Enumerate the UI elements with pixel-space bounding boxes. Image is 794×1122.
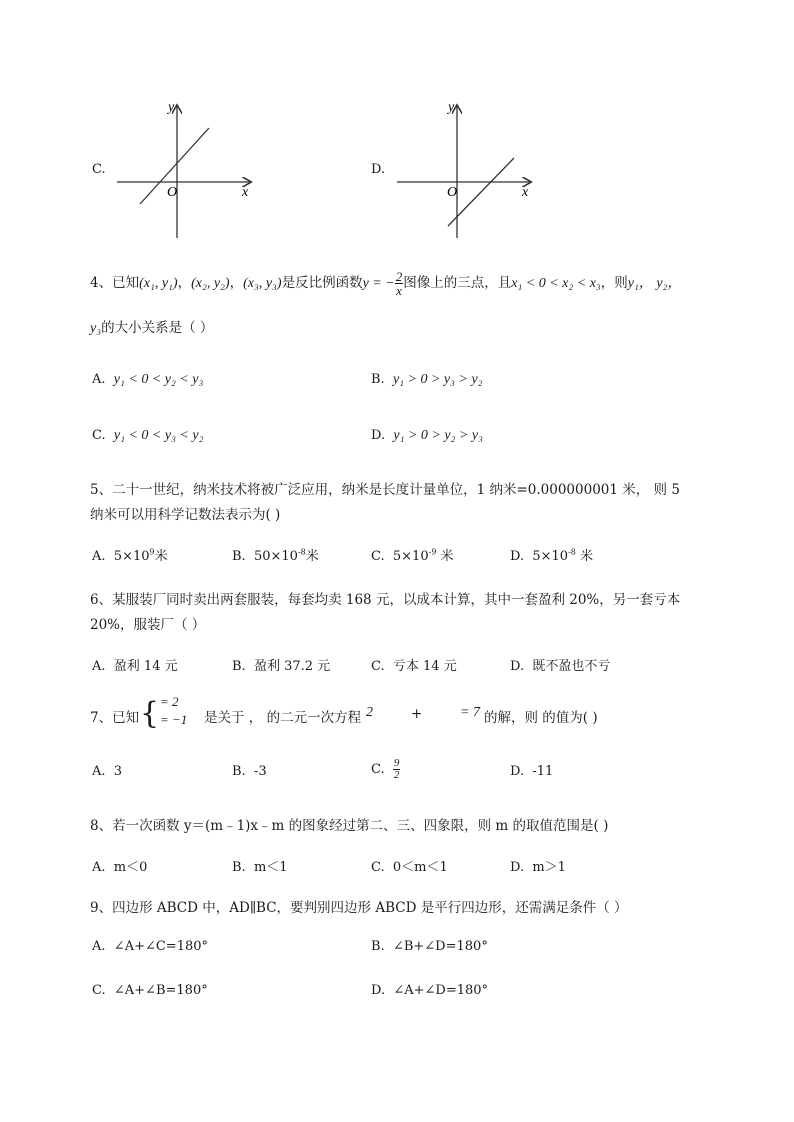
option-label: A. [92,939,106,954]
fraction-num: 9 [393,757,400,769]
option-label: C. [371,762,385,777]
q4-option-c[interactable] [92,428,203,444]
option-text: ∠B+∠D=180° [392,939,488,954]
option-exponent: 9 [149,547,155,557]
option-text: 盈利 37.2 元 [253,659,331,674]
q5-option-a[interactable] [92,545,168,564]
q8-option-c[interactable] [371,856,448,875]
q7-eq-plus: + [411,706,423,722]
q5-option-c[interactable] [371,545,454,564]
option-label: C. [371,549,385,564]
graph-d [392,98,542,243]
option-text: -3 [253,764,267,779]
option-label: C. [92,983,106,998]
fraction-den: 2 [393,769,400,781]
q7-option-b[interactable] [232,764,267,779]
q7-tail: 的解，则 的值为( ) [484,710,598,726]
graph-option-d-label: D. [371,162,386,177]
option-text: 既不盈也不亏 [532,659,611,674]
q4-option-d[interactable] [371,428,483,444]
q7-eq-rhs: = 7 [460,705,480,720]
option-text: m＜0 [113,860,148,875]
option-label: D. [510,549,525,564]
q7-option-d[interactable] [510,764,553,779]
q4-point-3: (x₃, y₃) [243,276,282,291]
option-label: A. [92,860,106,875]
option-text: 3 [113,764,123,779]
q6-option-d[interactable] [510,655,610,674]
origin-label: O [167,185,178,200]
q4-sep-2: ， [229,275,244,291]
option-label: D. [371,428,386,443]
q7-prefix: 7、已知 [90,710,140,726]
q7-brace: { [140,696,160,731]
option-text: m＜1 [253,860,288,875]
option-label: C. [92,428,106,443]
option-text: 盈利 14 元 [113,659,178,674]
option-text: ∠A+∠C=180° [113,939,209,954]
q4-sep-1: ， [177,275,192,291]
option-label: C. [371,860,385,875]
option-label: A. [92,549,106,564]
option-expr: y₁ < 0 < y₃ < y₂ [113,428,204,443]
q7-option-c[interactable] [371,758,400,781]
option-label: D. [510,764,525,779]
q4-tail: ，则 [600,275,628,291]
q4-point-2: (x₂, y₂) [191,276,230,291]
q4-fraction-den: x [396,283,402,298]
option-unit: 米 [436,549,454,564]
graph-option-c-label: C. [92,162,106,177]
y-axis-label: y [168,100,175,115]
q8-option-a[interactable] [92,856,147,875]
q9-option-b[interactable] [371,939,488,954]
q6-option-a[interactable] [92,655,178,674]
option-text: m＞1 [532,860,566,875]
option-unit: 米 [305,549,319,564]
q9-option-d[interactable] [371,983,488,998]
option-text: 0＜m＜1 [392,860,448,875]
option-label: B. [232,549,246,564]
q4-fraction [395,270,404,297]
graph-line [448,158,514,226]
option-fraction [393,758,401,781]
option-expr: y₁ < 0 < y₂ < y₃ [113,372,204,387]
question-9: 9、四边形 ABCD 中，AD∥BC，要判别四边形 ABCD 是平行四边形，还需满足条件（ ） [90,900,628,916]
option-base: 5×10 [532,549,569,564]
q6-option-c[interactable] [371,655,457,674]
option-text: -11 [532,764,554,779]
option-unit: 米 [575,549,594,564]
q9-option-a[interactable] [92,939,208,954]
option-label: A. [92,659,106,674]
option-text: ∠A+∠D=180° [393,983,489,998]
q4-y3: y₃ [90,321,102,336]
q4-prefix: 4、已知 [90,275,140,291]
q4-fraction-num: 2 [395,269,403,284]
q4-option-b[interactable] [371,372,483,388]
q5-option-b[interactable] [232,545,319,564]
x-axis-label: x [522,185,529,200]
graph-c [112,98,262,243]
option-label: B. [232,764,246,779]
origin-label: O [447,185,458,200]
option-label: D. [371,983,386,998]
question-4-stem [90,268,681,299]
option-text: 亏本 14 元 [392,659,457,674]
option-text: ∠A+∠B=180° [113,983,208,998]
q7-option-a[interactable] [92,764,122,779]
q4-mid: 是反比例函数 [281,275,363,291]
q8-option-d[interactable] [510,856,566,875]
option-base: 50×10 [253,549,298,564]
option-base: 5×10 [113,549,150,564]
q7-system-eq-1: = 2 [160,694,179,709]
option-label: B. [232,860,246,875]
question-6-line-1: 6、某服装厂同时卖出两套服装，每套均卖 168 元，以成本计算，其中一套盈利 20%，另一套亏本 [90,592,681,608]
option-label: C. [371,659,385,674]
x-axis-label: x [242,185,249,200]
q8-option-b[interactable] [232,856,288,875]
option-label: B. [371,372,385,387]
q4-point-1: (x₁, y₁) [139,276,178,291]
q4-mid-2: 图像上的三点，且 [403,275,512,291]
q9-option-c[interactable] [92,983,208,998]
y-axis-label: y [448,100,455,115]
q7-mid: 是关于 ， 的二元一次方程 [204,710,362,726]
q6-option-b[interactable] [232,655,330,674]
option-expr: y₁ > 0 > y₂ > y₃ [393,428,483,443]
option-exponent: -9 [428,547,437,557]
question-8: 8、若一次函数 y＝(m﹣1)x﹣m 的图象经过第二、三、四象限，则 m 的取值范围是( ) [90,818,609,834]
q7-eq-coef: 2 [366,705,373,720]
option-label: A. [92,372,106,387]
q4-condition: x₁ < 0 < x₂ < x₃ [511,276,601,291]
question-6-line-2: 20%，服装厂（ ） [90,617,206,633]
option-label: B. [232,659,246,674]
option-exponent: -8 [568,547,576,557]
option-base: 5×10 [392,549,429,564]
option-expr: y₁ > 0 > y₃ > y₂ [392,372,483,387]
option-label: D. [510,659,525,674]
option-label: B. [371,939,385,954]
q4-tail-vars: y₁， y₂， [627,276,682,291]
q5-option-d[interactable] [510,545,593,564]
option-label: A. [92,764,106,779]
q4-function-lhs: y = − [362,276,395,291]
option-unit: 米 [154,549,168,564]
q4-line2-text: 的大小关系是（ ） [101,320,214,336]
q4-option-a[interactable] [92,372,203,388]
question-4-line-2 [90,316,213,337]
option-label: D. [510,860,525,875]
option-exponent: -8 [297,547,306,557]
q7-system-eq-2: = −1 [160,712,188,727]
question-5-line-2: 纳米可以用科学记数法表示为( ) [90,507,281,523]
question-5-line-1: 5、二十一世纪，纳米技术将被广泛应用，纳米是长度计量单位，1 纳米=0.000000001 米， 则 5 [90,482,680,498]
